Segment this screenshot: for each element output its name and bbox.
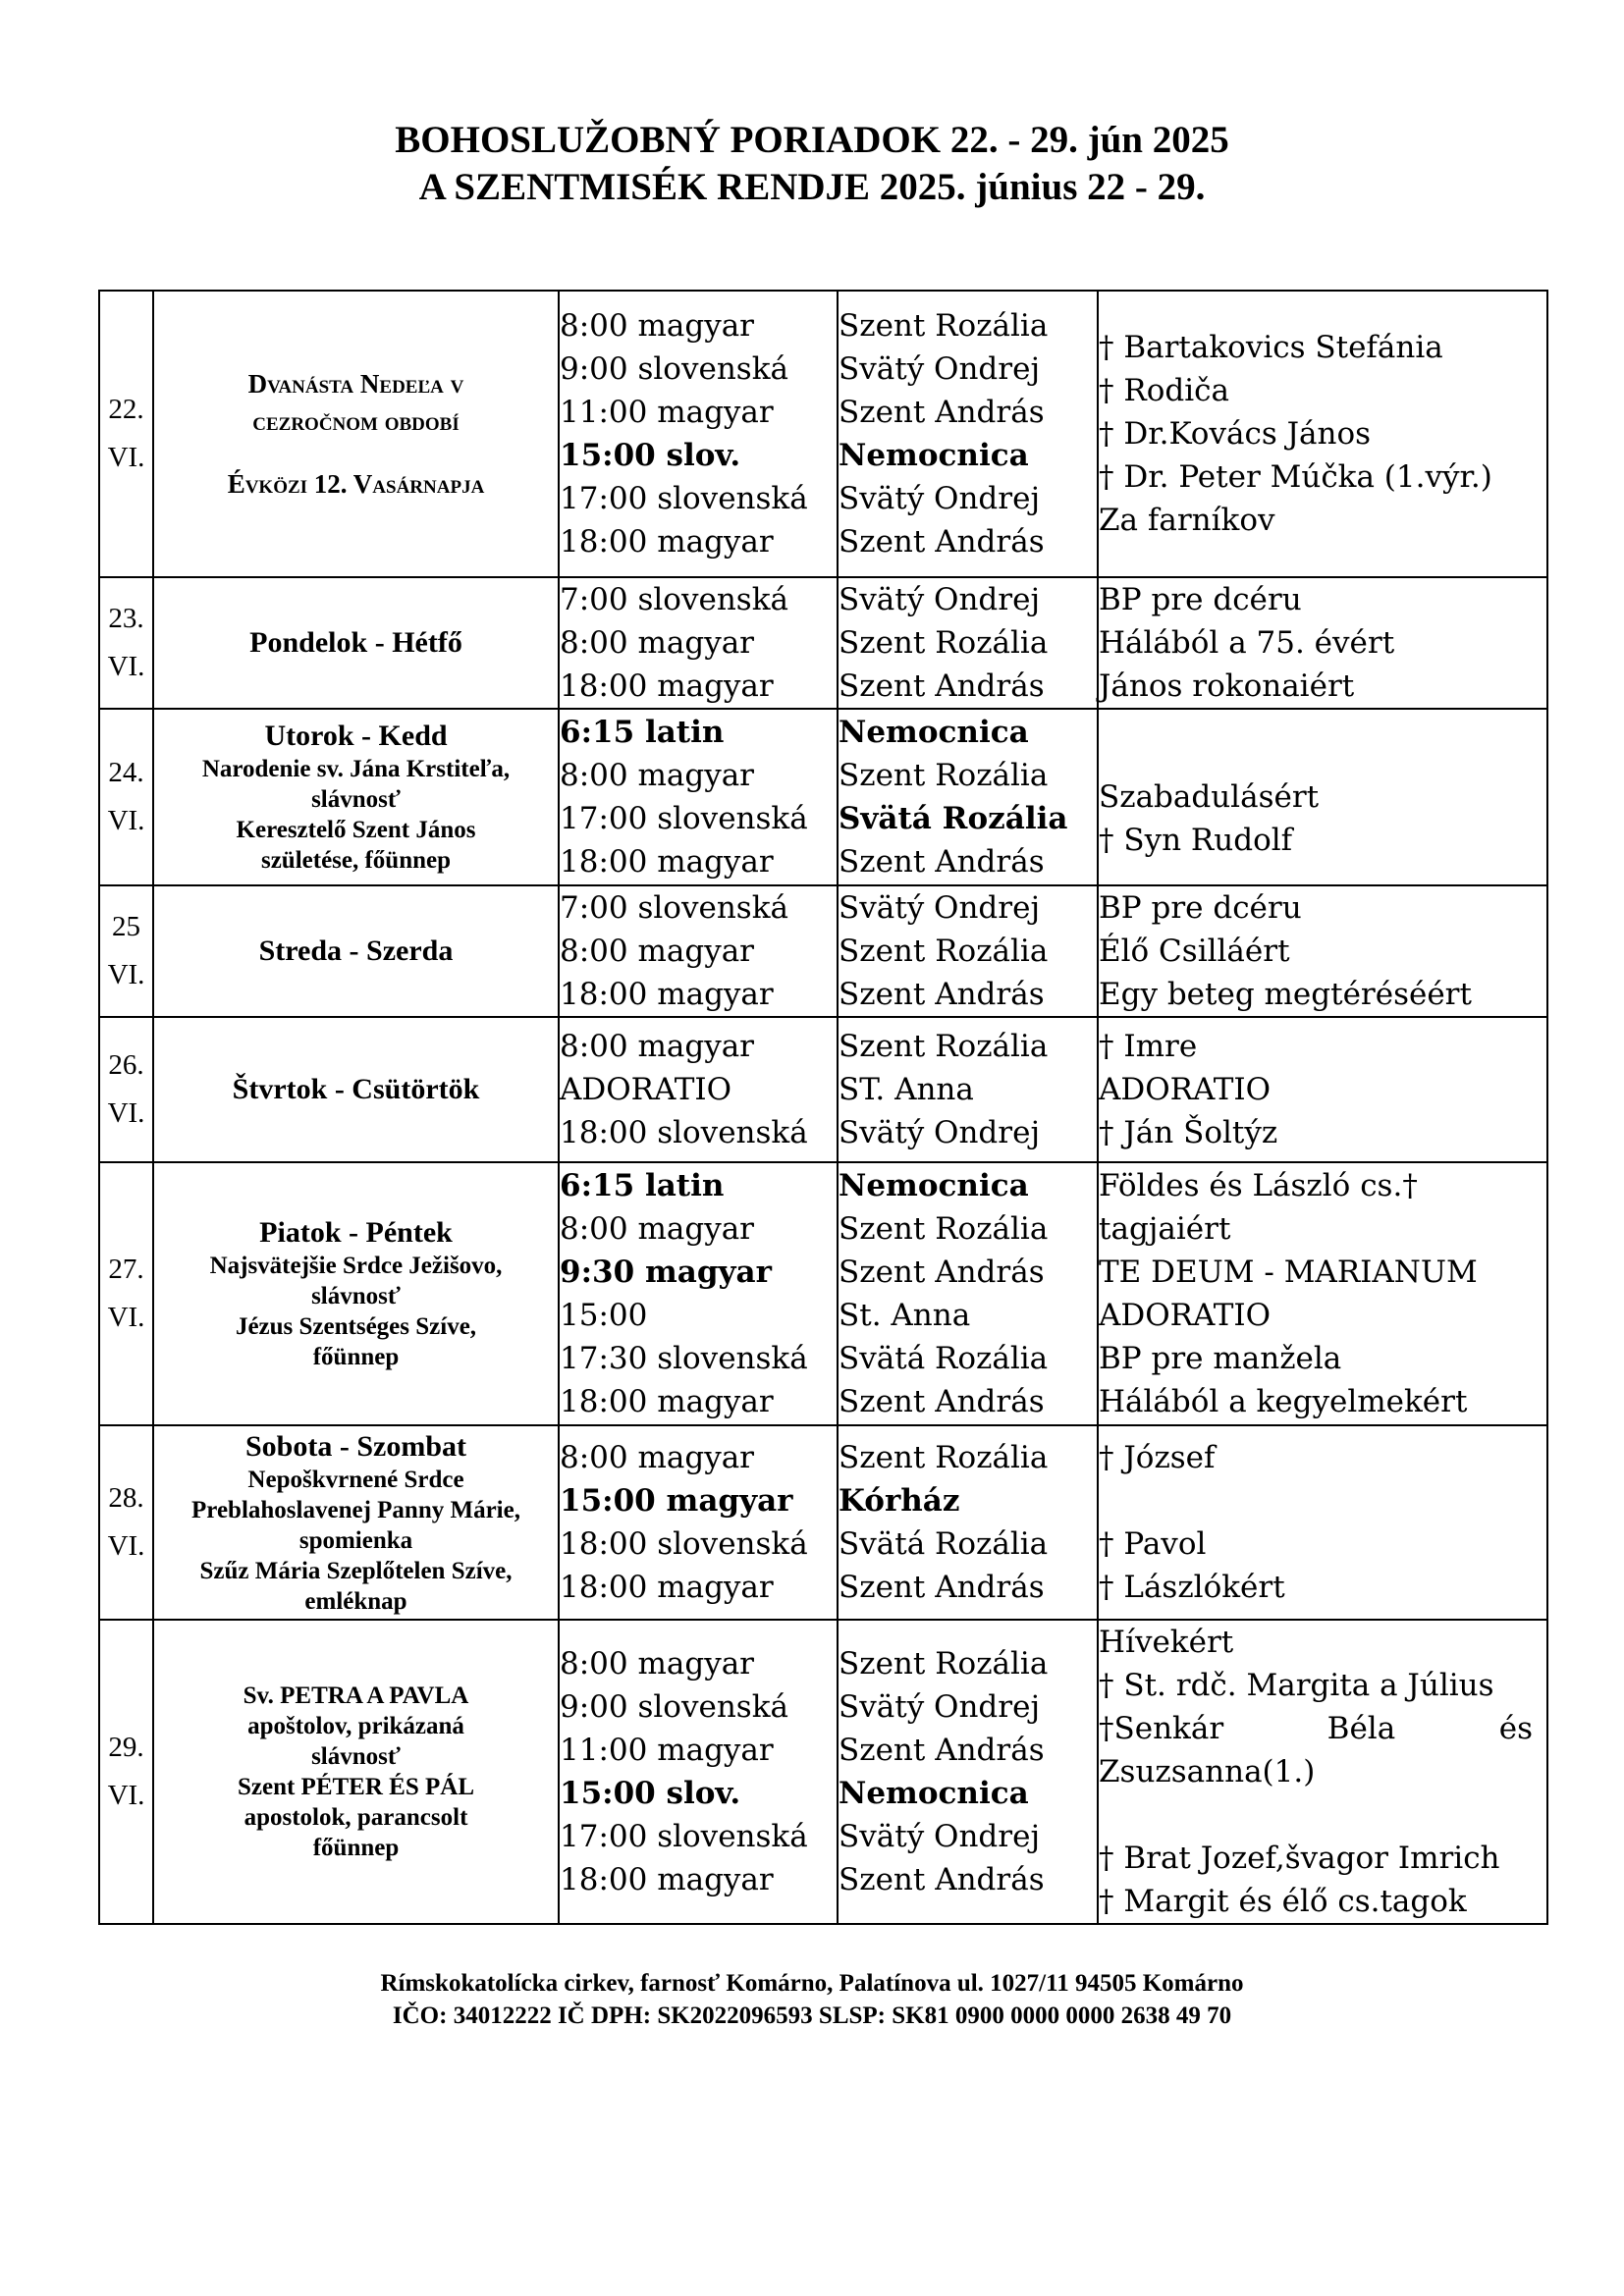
mass-intention: † Ján Šoltýz (1099, 1115, 1278, 1150)
mass-place: Szent András (839, 977, 1045, 1012)
day-name-line: apoštolov, prikázaná (247, 1713, 464, 1739)
mass-time: 9:00 slovenská (560, 1689, 788, 1725)
mass-intention: † Margit és élő cs.tagok (1099, 1884, 1467, 1919)
mass-time: 17:30 slovenská (560, 1341, 808, 1376)
schedule-row (99, 577, 1547, 709)
day-name-cell (153, 709, 559, 885)
mass-intention: † St. rdč. Margita a Július (1099, 1668, 1494, 1703)
day-name-line: Nepoškvrnené Srdce (247, 1466, 464, 1493)
places-cell (838, 1017, 1098, 1162)
schedule-row (99, 291, 1547, 577)
mass-time: 6:15 latin (560, 715, 725, 750)
mass-time: 18:00 magyar (560, 668, 774, 704)
mass-place: Szent András (839, 1570, 1045, 1605)
day-name-line: főünnep (312, 1835, 400, 1861)
mass-intention: BP pre dcéru (1099, 890, 1302, 926)
mass-intention (1099, 1793, 1546, 1837)
day-name-cell (153, 577, 559, 709)
mass-time: 9:30 magyar (560, 1255, 772, 1290)
places-cell (838, 1620, 1098, 1924)
mass-place: Svätá Rozália (839, 1526, 1049, 1562)
day-name-line: Évközi 12. Vasárnapja (227, 469, 485, 499)
times-cell (559, 1162, 838, 1425)
mass-place: Svätý Ondrej (839, 582, 1041, 617)
mass-place: Svätý Ondrej (839, 1689, 1041, 1725)
intention-word: és (1498, 1711, 1533, 1746)
intentions-cell (1098, 709, 1547, 885)
mass-intention: † Pavol (1099, 1526, 1207, 1562)
mass-intention: Za farníkov (1099, 503, 1275, 538)
mass-intention: Hálából a kegyelmekért (1099, 1384, 1468, 1419)
mass-intention: BP pre manžela (1099, 1341, 1342, 1376)
mass-place: St. Anna (839, 1298, 971, 1333)
day-name-line: Szűz Mária Szeplőtelen Szíve, (199, 1557, 513, 1584)
places-cell (838, 1425, 1098, 1620)
day-name-cell (153, 1162, 559, 1425)
day-name-line: Najsvätejšie Srdce Ježišovo, (209, 1253, 503, 1279)
mass-time: 18:00 slovenská (560, 1526, 808, 1562)
mass-intention: † Syn Rudolf (1099, 823, 1293, 858)
day-name-line: Preblahoslavenej Panny Márie, (191, 1496, 520, 1523)
day-name-line: Szent PÉTER ÉS PÁL (237, 1774, 474, 1800)
mass-intention: Élő Csilláért (1099, 934, 1290, 969)
mass-intention (1099, 1479, 1546, 1522)
mass-time: 15:00 slov. (560, 1776, 741, 1811)
date-month: VI. (107, 442, 145, 473)
day-name-cell (153, 291, 559, 577)
date-month: VI. (107, 1780, 145, 1811)
mass-schedule-table (98, 290, 1548, 1925)
mass-intention: † Brat Jozef,švagor Imrich (1099, 1841, 1500, 1876)
mass-intention: † Imre (1099, 1029, 1198, 1064)
mass-intention: † Lászlókért (1099, 1570, 1285, 1605)
mass-time: 11:00 magyar (560, 1733, 774, 1768)
mass-place: Szent Rozália (839, 1029, 1049, 1064)
date-day: 29. (108, 1732, 144, 1763)
mass-intention: Hívekért (1099, 1625, 1234, 1660)
places-cell (838, 577, 1098, 709)
mass-intention: † Dr. Peter Múčka (1.výr.) (1099, 459, 1492, 495)
times-cell (559, 1620, 838, 1924)
mass-time: 18:00 slovenská (560, 1115, 808, 1150)
places-cell (838, 885, 1098, 1017)
intentions-cell (1098, 577, 1547, 709)
schedule-row (99, 1425, 1547, 1620)
day-name-cell (153, 1017, 559, 1162)
date-day: 23. (108, 603, 144, 634)
mass-time: 7:00 slovenská (560, 890, 788, 926)
mass-time: 8:00 magyar (560, 1029, 755, 1064)
date-day: 25 (112, 911, 140, 942)
mass-time: 8:00 magyar (560, 1211, 755, 1247)
mass-time: 15:00 (560, 1298, 648, 1333)
date-month: VI. (107, 651, 145, 682)
day-name-line: cezročnom období (252, 406, 460, 436)
mass-intention: † Bartakovics Stefánia (1099, 330, 1443, 365)
mass-place: Szent András (839, 844, 1045, 880)
mass-time: 15:00 magyar (560, 1483, 793, 1519)
times-cell (559, 291, 838, 577)
schedule-row (99, 709, 1547, 885)
mass-place: Svätý Ondrej (839, 890, 1041, 926)
mass-intention: † Dr.Kovács János (1099, 416, 1372, 452)
mass-place: Svätý Ondrej (839, 481, 1041, 516)
day-name-line: Streda - Szerda (258, 934, 454, 967)
schedule-row (99, 1162, 1547, 1425)
mass-time: 18:00 magyar (560, 1384, 774, 1419)
mass-place: Szent András (839, 524, 1045, 560)
mass-intention: BP pre dcéru (1099, 582, 1302, 617)
day-name-line: apostolok, parancsolt (244, 1804, 468, 1831)
mass-intention: Zsuzsanna(1.) (1099, 1754, 1316, 1789)
date-cell (99, 1017, 153, 1162)
mass-time: 18:00 magyar (560, 1862, 774, 1897)
mass-place: Szent Rozália (839, 934, 1049, 969)
mass-place: Szent Rozália (839, 625, 1049, 661)
times-cell (559, 709, 838, 885)
day-name-line: Jézus Szentséges Szíve, (235, 1313, 477, 1340)
day-name-line: Dvanásta Nedeľa v (247, 369, 464, 399)
mass-place: Svätý Ondrej (839, 1819, 1041, 1854)
day-name-line: Sv. PETRA A PAVLA (243, 1682, 469, 1709)
day-name-cell (153, 1620, 559, 1924)
day-name-line: Pondelok - Hétfő (249, 626, 462, 659)
mass-time: 8:00 magyar (560, 1440, 755, 1475)
day-name-line: slávnosť (311, 1283, 401, 1309)
intention-word: †Senkár (1099, 1711, 1224, 1746)
day-name-cell (153, 1425, 559, 1620)
mass-place: Szent Rozália (839, 308, 1049, 344)
date-month: VI. (107, 805, 145, 836)
date-month: VI. (107, 1302, 145, 1333)
mass-intention: ADORATIO (1099, 1072, 1272, 1107)
title-slovak: BOHOSLUŽOBNÝ PORIADOK 22. - 29. jún 2025 (395, 119, 1229, 161)
intention-word: Béla (1326, 1711, 1396, 1746)
mass-time: 8:00 magyar (560, 934, 755, 969)
mass-time: 17:00 slovenská (560, 481, 808, 516)
day-name-line: főünnep (312, 1344, 400, 1370)
day-name-line: slávnosť (311, 786, 401, 813)
intentions-cell (1098, 885, 1547, 1017)
mass-intention: Egy beteg megtéréséért (1099, 977, 1472, 1012)
date-day: 22. (108, 394, 144, 425)
date-cell (99, 1425, 153, 1620)
mass-place: Nemocnica (839, 438, 1029, 473)
mass-time: 8:00 magyar (560, 308, 755, 344)
mass-time: 8:00 magyar (560, 1646, 755, 1682)
mass-intention (1099, 732, 1546, 775)
mass-intention: † József (1099, 1440, 1216, 1475)
mass-time: 8:00 magyar (560, 625, 755, 661)
mass-intention: † Rodiča (1099, 373, 1229, 408)
places-cell (838, 1162, 1098, 1425)
date-cell (99, 577, 153, 709)
mass-place: Szent András (839, 668, 1045, 704)
mass-time: 9:00 slovenská (560, 351, 788, 387)
day-name-line: emléknap (304, 1587, 407, 1615)
day-name-line: slávnosť (311, 1743, 401, 1770)
day-name-line (154, 440, 558, 465)
footer-bank-ids: IČO: 34012222 IČ DPH: SK2022096593 SLSP: SK81 0900 0000 0000 2638 49 70 (392, 2002, 1232, 2029)
date-cell (99, 1162, 153, 1425)
mass-place: Kórház (839, 1483, 960, 1519)
times-cell (559, 1425, 838, 1620)
mass-time: ADORATIO (560, 1072, 732, 1107)
mass-place: Szent András (839, 395, 1045, 430)
mass-place: Szent András (839, 1384, 1045, 1419)
mass-place: Nemocnica (839, 715, 1029, 750)
day-name-line: Utorok - Kedd (264, 720, 448, 752)
places-cell (838, 291, 1098, 577)
mass-place: Szent András (839, 1255, 1045, 1290)
schedule-row (99, 885, 1547, 1017)
date-month: VI. (107, 959, 145, 990)
day-name-line: Narodenie sv. Jána Krstiteľa, (201, 756, 511, 782)
mass-time: 18:00 magyar (560, 524, 774, 560)
title-hungarian: A SZENTMISÉK RENDJE 2025. június 22 - 29. (418, 166, 1206, 208)
times-cell (559, 885, 838, 1017)
day-name-cell (153, 885, 559, 1017)
day-name-line: Piatok - Péntek (259, 1216, 453, 1249)
mass-time: 18:00 magyar (560, 977, 774, 1012)
mass-intention: ADORATIO (1099, 1298, 1272, 1333)
intentions-cell (1098, 291, 1547, 577)
intentions-cell (1098, 1162, 1547, 1425)
mass-time: 18:00 magyar (560, 1570, 774, 1605)
date-cell (99, 709, 153, 885)
times-cell (559, 1017, 838, 1162)
date-month: VI. (107, 1530, 145, 1562)
mass-time: 17:00 slovenská (560, 1819, 808, 1854)
mass-time: 11:00 magyar (560, 395, 774, 430)
day-name-line: születése, főünnep (260, 847, 452, 874)
footer-parish-address: Rímskokatolícka cirkev, farnosť Komárno, Palatínova ul. 1027/11 94505 Komárno (380, 1970, 1244, 1997)
places-cell (838, 709, 1098, 885)
date-day: 24. (108, 757, 144, 788)
mass-place: Svätý Ondrej (839, 1115, 1041, 1150)
mass-place: Szent Rozália (839, 1646, 1049, 1682)
mass-intention: tagjaiért (1099, 1211, 1231, 1247)
mass-time: 6:15 latin (560, 1168, 725, 1203)
mass-place: Szent András (839, 1862, 1045, 1897)
mass-time: 18:00 magyar (560, 844, 774, 880)
intentions-cell (1098, 1017, 1547, 1162)
mass-place: ST. Anna (839, 1072, 974, 1107)
date-cell (99, 291, 153, 577)
date-day: 27. (108, 1254, 144, 1285)
date-month: VI. (107, 1097, 145, 1129)
mass-time: 15:00 slov. (560, 438, 741, 473)
schedule-row (99, 1620, 1547, 1924)
day-name-line: Štvrtok - Csütörtök (232, 1073, 480, 1105)
mass-time: 8:00 magyar (560, 758, 755, 793)
mass-place: Nemocnica (839, 1776, 1029, 1811)
date-day: 28. (108, 1482, 144, 1514)
mass-time: 7:00 slovenská (560, 582, 788, 617)
schedule-row (99, 1017, 1547, 1162)
mass-intention: János rokonaiért (1099, 668, 1355, 704)
intentions-cell (1098, 1425, 1547, 1620)
mass-place: Svätý Ondrej (839, 351, 1041, 387)
footer (0, 1967, 1624, 2032)
mass-place: Szent András (839, 1733, 1045, 1768)
mass-intention: Hálából a 75. évért (1099, 625, 1395, 661)
mass-place: Szent Rozália (839, 1440, 1049, 1475)
intentions-cell (1098, 1620, 1547, 1924)
times-cell (559, 577, 838, 709)
mass-intention: TE DEUM - MARIANUM (1099, 1255, 1478, 1290)
mass-intention: Szabadulásért (1099, 779, 1320, 815)
mass-time: 17:00 slovenská (560, 801, 808, 836)
day-name-line: Sobota - Szombat (244, 1429, 466, 1463)
day-name-line: Keresztelő Szent János (236, 817, 476, 843)
mass-intention: Földes és László cs.† (1099, 1168, 1418, 1203)
mass-place: Szent Rozália (839, 758, 1049, 793)
date-day: 26. (108, 1049, 144, 1081)
mass-place: Svätá Rozália (839, 801, 1068, 836)
mass-place: Nemocnica (839, 1168, 1029, 1203)
day-name-line: spomienka (298, 1526, 413, 1554)
mass-place: Svätá Rozália (839, 1341, 1049, 1376)
date-cell (99, 1620, 153, 1924)
date-cell (99, 885, 153, 1017)
mass-place: Szent Rozália (839, 1211, 1049, 1247)
mass-intention (1099, 1707, 1546, 1750)
